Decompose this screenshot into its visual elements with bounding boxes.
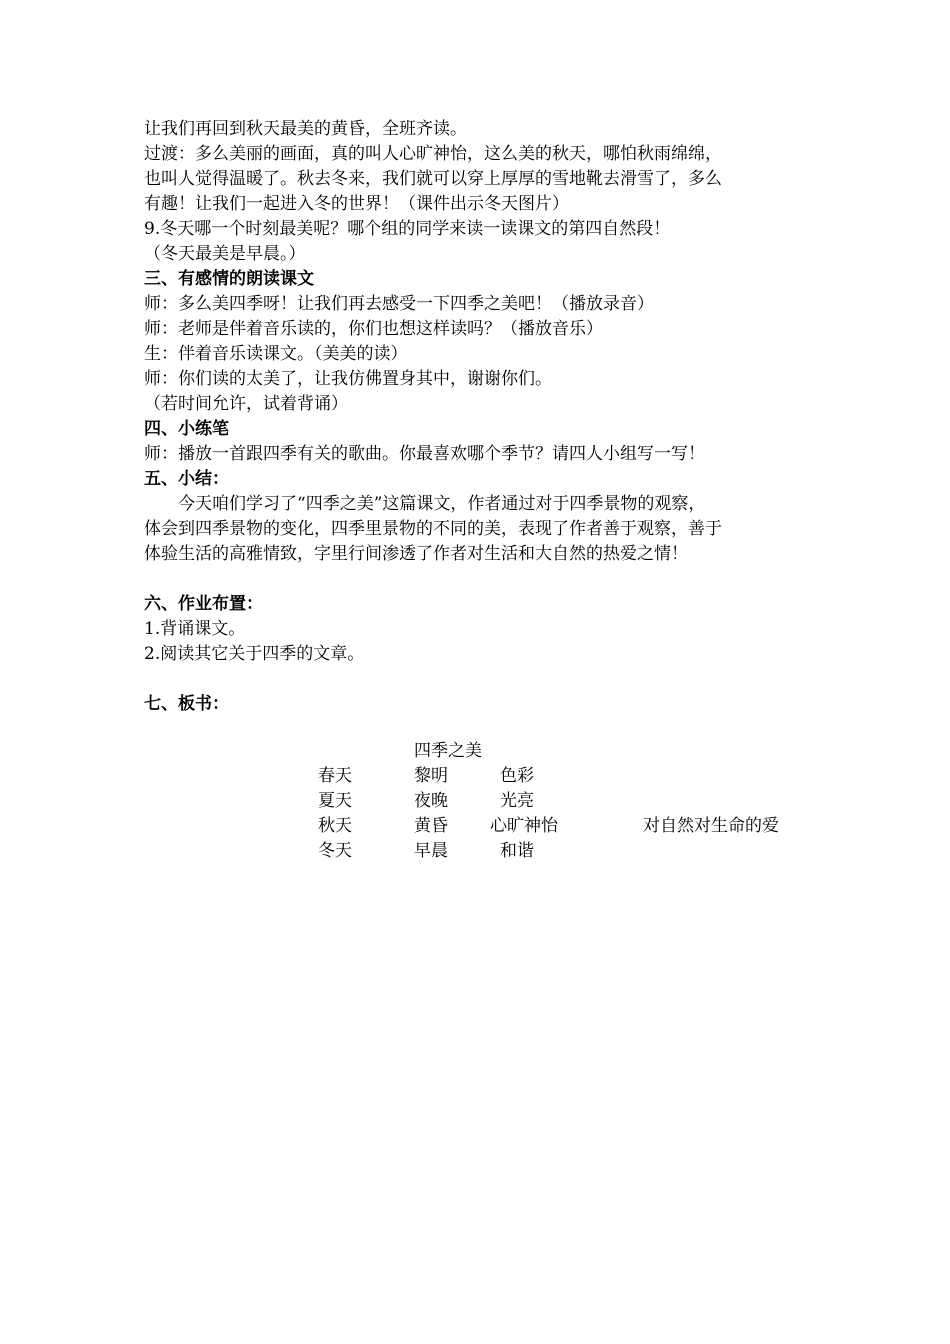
text-line: 生：伴着音乐读课文。（美美的读） bbox=[144, 344, 408, 364]
section-heading-board: 七、板书： bbox=[144, 694, 229, 714]
summary-line: 今天咱们学习了“四季之美”这篇课文，作者通过对于四季景物的观察， bbox=[178, 494, 706, 514]
board-time: 夜晚 bbox=[414, 791, 448, 811]
board-title: 四季之美 bbox=[414, 741, 482, 761]
board-season: 春天 bbox=[318, 766, 352, 786]
section-heading-summary: 五、小结： bbox=[144, 469, 229, 489]
homework-item: 2.阅读其它关于四季的文章。 bbox=[144, 644, 365, 664]
text-line: （若时间允许，试着背诵） bbox=[144, 394, 348, 414]
text-line: 师：你们读的太美了，让我仿佛置身其中，谢谢你们。 bbox=[144, 369, 552, 389]
board-season: 冬天 bbox=[318, 841, 352, 861]
board-season: 秋天 bbox=[318, 816, 352, 836]
board-time: 早晨 bbox=[414, 841, 448, 861]
text-line: 也叫人觉得温暖了。秋去冬来，我们就可以穿上厚厚的雪地靴去滑雪了，多么 bbox=[144, 169, 722, 189]
section-heading-writing: 四、小练笔 bbox=[144, 419, 229, 439]
board-time: 黄昏 bbox=[414, 816, 448, 836]
board-quality: 心旷神怡 bbox=[490, 816, 558, 836]
text-line: 9.冬天哪一个时刻最美呢？哪个组的同学来读一读课文的第四自然段！ bbox=[144, 219, 671, 239]
board-quality: 光亮 bbox=[500, 791, 534, 811]
text-line: 让我们再回到秋天最美的黄昏，全班齐读。 bbox=[144, 119, 467, 139]
section-heading-reading: 三、有感情的朗读课文 bbox=[144, 269, 314, 289]
board-conclusion: 对自然对生命的爱 bbox=[643, 816, 779, 836]
board-quality: 色彩 bbox=[500, 766, 534, 786]
text-line: 师：播放一首跟四季有关的歌曲。你最喜欢哪个季节？请四人小组写一写！ bbox=[144, 444, 705, 464]
board-season: 夏天 bbox=[318, 791, 352, 811]
text-line: 有趣！让我们一起进入冬的世界！（课件出示冬天图片） bbox=[144, 194, 569, 214]
homework-item: 1.背诵课文。 bbox=[144, 619, 246, 639]
text-line: 过渡：多么美丽的画面，真的叫人心旷神怡，这么美的秋天，哪怕秋雨绵绵， bbox=[144, 144, 722, 164]
summary-line: 体验生活的高雅情致，字里行间渗透了作者对生活和大自然的热爱之情！ bbox=[144, 544, 688, 564]
board-time: 黎明 bbox=[414, 766, 448, 786]
summary-line: 体会到四季景物的变化，四季里景物的不同的美，表现了作者善于观察，善于 bbox=[144, 519, 722, 539]
text-line: 师：老师是伴着音乐读的，你们也想这样读吗？（播放音乐） bbox=[144, 319, 603, 339]
section-heading-homework: 六、作业布置： bbox=[144, 594, 263, 614]
board-quality: 和谐 bbox=[500, 841, 534, 861]
text-line: （冬天最美是早晨。） bbox=[144, 244, 306, 264]
text-line: 师：多么美四季呀！让我们再去感受一下四季之美吧！（播放录音） bbox=[144, 294, 654, 314]
